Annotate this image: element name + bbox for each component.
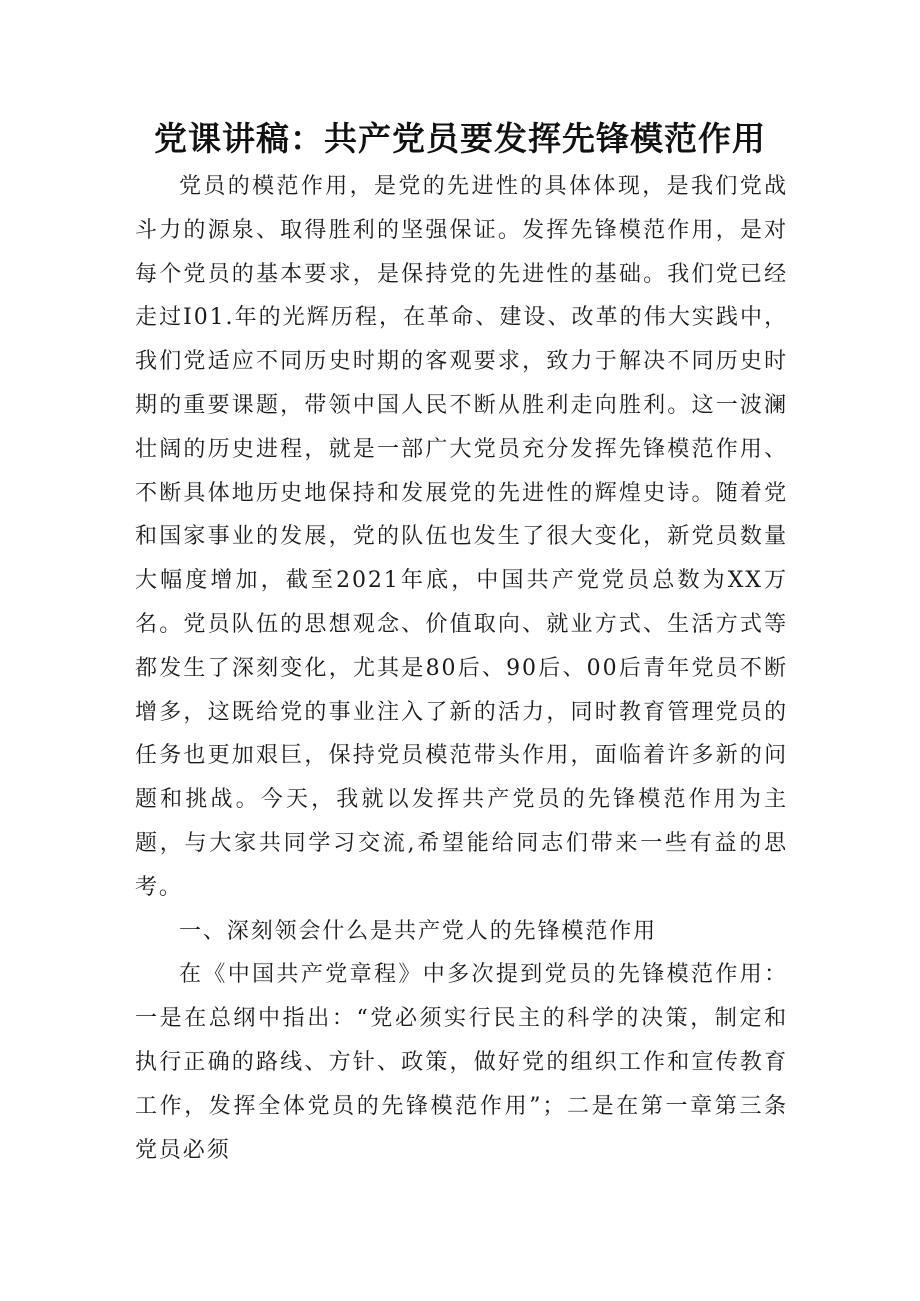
document-body	[135, 165, 788, 1172]
section-paragraph: 在《中国共产党章程》中多次提到党员的先锋模范作用：一是在总纲中指出：“党必须实行民主的科学的决策，制定和执行正确的路线、方针、政策，做好党的组织工作和宣传教育工作，发挥全体党员的先锋模范作用”；二是在第一章第三条党员必须	[135, 962, 788, 1163]
document-title: 党课讲稿：共产党员要发挥先锋模范作用	[154, 119, 766, 158]
section-heading: 一、深刻领会什么是共产党人的先锋模范作用	[179, 918, 658, 944]
intro-paragraph: 党员的模范作用，是党的先进性的具体体现，是我们党战斗力的源泉、取得胜利的坚强保证。发挥先锋模范作用，是对每个党员的基本要求，是保持党的先进性的基础。我们党已经走过I01.年的光辉历程，在革命、建设、改革的伟大实践中，我们党适应不同历史时期的客观要求，致力于解决不同历史时期的重要课题，带领中国人民不断从胜利走向胜利。这一波澜壮阔的历史进程，就是一部广大党员充分发挥先锋模范作用、不断具体地历史地保持和发展党的先进性的辉煌史诗。随着党和国家事业的发展，党的队伍也发生了很大变化，新党员数量大幅度增加，截至2021年底，中国共产党党员总数为XX万名。党员队伍的思想观念、价值取向、就业方式、生活方式等都发生了深刻变化，尤其是80后、90后、00后青年党员不断增多，这既给党的事业注入了新的活力，同时教育管理党员的任务也更加艰巨，保持党员模范带头作用，面临着许多新的问题和挑战。今天，我就以发挥共产党员的先锋模范作用为主题，与大家共同学习交流,希望能给同志们带来一些有益的思考。	[135, 174, 788, 900]
